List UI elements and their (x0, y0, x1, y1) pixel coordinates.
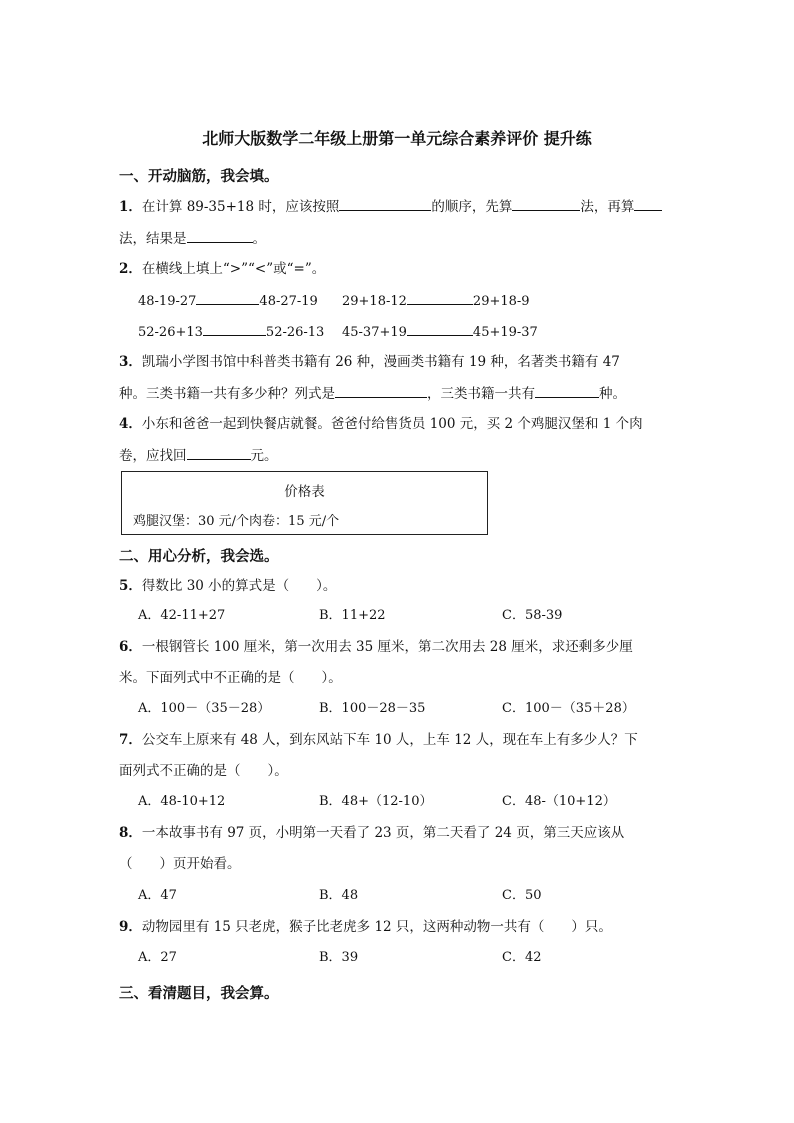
question-9-line-1 (119, 917, 612, 937)
option-b[interactable]: B．100－28－35 (319, 701, 426, 716)
option-b[interactable]: B．48+（12-10） (319, 794, 433, 809)
question-7-line-2: 面列式不正确的是（ ）。 (119, 763, 288, 779)
question-3-text-c: 种。 (599, 386, 626, 402)
question-number: 6． (119, 639, 142, 655)
question-number: 7． (119, 732, 142, 748)
question-8-line-1 (119, 823, 624, 843)
answer-blank[interactable] (535, 383, 599, 398)
compare-left: 52-26+13 (138, 325, 203, 340)
question-4-line-1 (119, 414, 643, 434)
question-number: 4． (119, 416, 142, 432)
answer-blank[interactable] (187, 228, 253, 243)
option-b[interactable]: B．48 (319, 888, 359, 903)
question-3-line-2 (119, 383, 626, 404)
section-heading-3: 三、看清题目，我会算。 (119, 986, 279, 1002)
option-a[interactable]: A．47 (138, 888, 177, 903)
question-1-text-a: 在计算 89-35+18 时，应该按照 (141, 199, 340, 215)
answer-blank[interactable] (634, 196, 662, 211)
question-1-text-d: 法，结果是 (119, 231, 187, 247)
question-number: 9． (119, 919, 142, 935)
answer-blank[interactable] (187, 445, 251, 460)
compare-item-2 (342, 290, 530, 312)
question-4-text: 小东和爸爸一起到快餐店就餐。爸爸付给售货员 100 元，买 2 个鸡腿汉堡和 1 个肉 (141, 416, 643, 432)
section-heading-1: 一、开动脑筋，我会填。 (119, 169, 279, 185)
compare-item-1 (138, 290, 318, 312)
option-a[interactable]: A．27 (138, 950, 177, 965)
option-c[interactable]: C．58-39 (502, 608, 563, 623)
question-3-text-a: 种。三类书籍一共有多少种？列式是 (119, 386, 335, 402)
compare-left: 45-37+19 (342, 325, 407, 340)
question-1-text-c: 法，再算 (580, 199, 635, 215)
question-number: 3． (119, 354, 142, 370)
answer-blank[interactable] (196, 290, 259, 305)
option-a[interactable]: A．42-11+27 (138, 608, 226, 623)
compare-left: 29+18-12 (342, 294, 407, 309)
question-2-text: 在横线上填上“>”“<”或“=”。 (141, 261, 326, 277)
option-c[interactable]: C．42 (502, 950, 542, 965)
question-3-line-1 (119, 352, 620, 372)
question-number: 2． (119, 261, 142, 277)
option-c[interactable]: C．48-（10+12） (502, 794, 616, 809)
question-7-line-1 (119, 730, 638, 750)
question-6-line-1 (119, 637, 633, 657)
option-a[interactable]: A．48-10+12 (138, 794, 226, 809)
option-c[interactable]: C．50 (502, 888, 542, 903)
question-5-text: 得数比 30 小的算式是（ ）。 (141, 578, 337, 594)
question-3-text: 凯瑞小学图书馆中科普类书籍有 26 种，漫画类书籍有 19 种，名著类书籍有 47 (141, 354, 620, 370)
compare-right: 48-27-19 (259, 294, 318, 309)
compare-item-3 (138, 321, 324, 343)
price-table-content: 鸡腿汉堡：30 元/个肉卷：15 元/个 (133, 514, 340, 529)
question-2-line-1 (119, 259, 325, 279)
answer-blank[interactable] (407, 290, 473, 305)
compare-right: 45+19-37 (472, 325, 538, 340)
question-9-text: 动物园里有 15 只老虎，猴子比老虎多 12 只，这两种动物一共有（ ）只。 (141, 919, 612, 935)
question-1-text-b: 的顺序，先算 (431, 199, 513, 215)
compare-item-4 (342, 321, 538, 343)
question-number: 1． (119, 199, 142, 215)
compare-right: 29+18-9 (472, 294, 530, 309)
question-8-text: 一本故事书有 97 页，小明第一天看了 23 页，第二天看了 24 页，第三天应该从 (141, 825, 625, 841)
price-table (121, 471, 488, 535)
question-4-line-2 (119, 445, 278, 466)
answer-blank[interactable] (339, 196, 431, 211)
answer-blank[interactable] (203, 321, 266, 336)
question-5-line-1 (119, 576, 336, 596)
compare-right: 52-26-13 (265, 325, 325, 340)
question-8-line-2: （ ）页开始看。 (119, 856, 241, 872)
answer-blank[interactable] (407, 321, 473, 336)
question-4-text-b: 元。 (250, 448, 278, 464)
question-1-line-1 (119, 196, 662, 217)
answer-blank[interactable] (335, 383, 427, 398)
question-number: 5． (119, 578, 142, 594)
question-6-text: 一根钢管长 100 厘米，第一次用去 35 厘米，第二次用去 28 厘米，求还剩多少厘 (141, 639, 633, 655)
option-b[interactable]: B．39 (319, 950, 359, 965)
option-a[interactable]: A．100－（35－28） (138, 701, 271, 716)
page-title: 北师大版数学二年级上册第一单元综合素养评价 提升练 (202, 129, 592, 148)
price-table-title: 价格表 (284, 484, 325, 500)
answer-blank[interactable] (512, 196, 580, 211)
question-1-line-2 (119, 228, 266, 249)
question-3-text-b: ，三类书籍一共有 (427, 386, 535, 402)
compare-left: 48-19-27 (138, 294, 197, 309)
option-b[interactable]: B．11+22 (319, 608, 386, 623)
question-6-line-2: 米。下面列式中不正确的是（ ）。 (119, 670, 342, 686)
question-1-text-e: 。 (252, 231, 266, 247)
question-4-text-a: 卷，应找回 (119, 448, 187, 464)
option-c[interactable]: C．100－（35＋28） (502, 701, 635, 716)
question-7-text: 公交车上原来有 48 人，到东风站下车 10 人，上车 12 人，现在车上有多少人？下 (141, 732, 638, 748)
section-heading-2: 二、用心分析，我会选。 (119, 549, 279, 565)
question-number: 8． (119, 825, 142, 841)
